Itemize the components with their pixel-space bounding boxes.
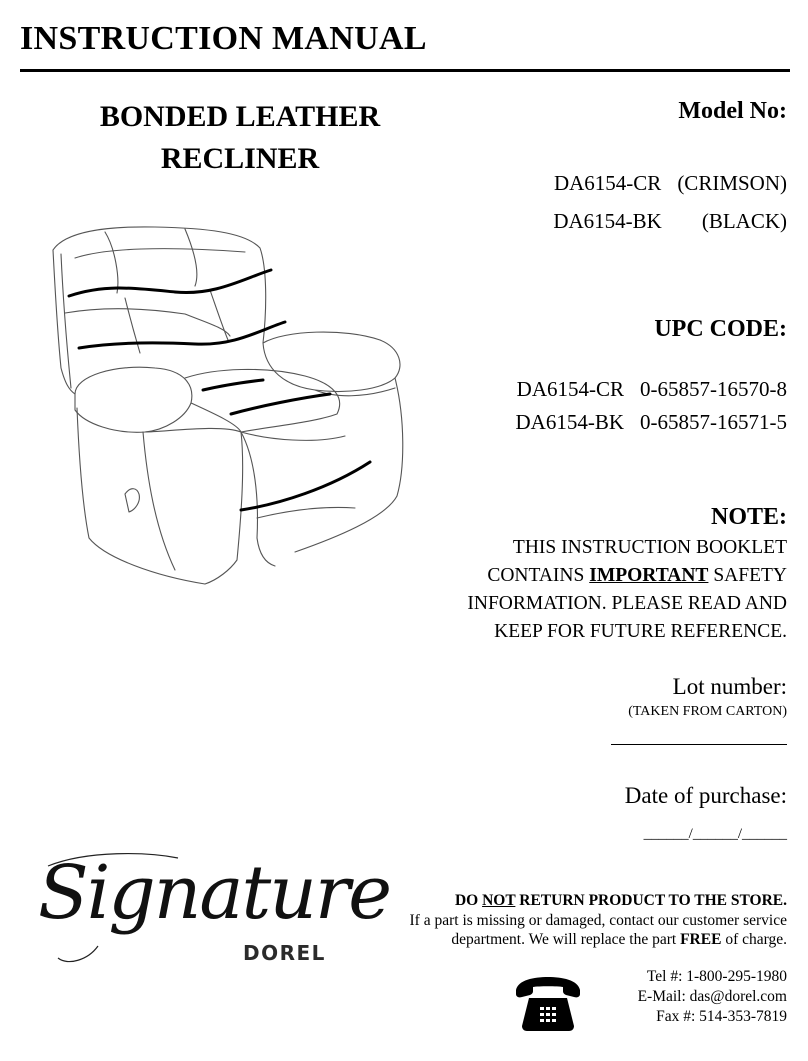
note-heading: NOTE: [710,504,787,530]
contact-phone: Tel #: 1-800-295-1980 [646,968,787,985]
note-line: THIS INSTRUCTION BOOKLET [512,537,787,558]
recliner-illustration [45,218,415,598]
return-notice-line: If a part is missing or damaged, contact our customer service [409,912,787,929]
product-name [60,96,420,180]
return-notice-line [451,931,787,949]
not-emphasis: NOT [482,892,516,909]
important-emphasis: IMPORTANT [589,565,709,586]
upc-model-code: DA6154-CR [516,377,625,401]
return-notice-heading [455,892,787,910]
model-color: (CRIMSON) [677,171,787,195]
free-emphasis: FREE [680,931,722,948]
return-text: RETURN PRODUCT TO THE STORE. [515,892,787,909]
note-text: SAFETY [708,565,787,586]
lot-number-sublabel: (TAKEN FROM CARTON) [628,704,787,719]
model-code: DA6154-BK [553,209,662,233]
lot-number-label: Lot number: [672,674,787,699]
model-code: DA6154-CR [553,171,662,195]
signature-logo-script: Signature [38,850,391,936]
title-divider [20,69,790,72]
upc-row [505,385,787,435]
note-line: KEEP FOR FUTURE REFERENCE. [494,621,787,642]
note-line [487,565,787,587]
product-name-line2: RECLINER [160,142,320,175]
dorel-logo-text: DOREL [243,941,326,965]
upc-number: 0-65857-16570-8 [640,377,787,401]
return-text: department. We will replace the part [451,931,681,948]
return-text: DO [454,892,483,909]
upc-heading: UPC CODE: [654,316,787,342]
upc-number: 0-65857-16571-5 [640,410,787,434]
contact-fax: Fax #: 514-353-7819 [656,1008,787,1025]
upc-model-code: DA6154-BK [515,410,625,434]
model-color: (BLACK) [701,209,787,233]
model-row [543,184,787,234]
model-heading: Model No: [678,98,787,124]
lot-number-blank [611,744,787,745]
purchase-date-blank: ______/______/______ [643,826,787,842]
telephone-icon [514,976,582,1032]
purchase-date-label: Date of purchase: [624,783,787,808]
note-text: CONTAINS [487,565,590,586]
return-text: of charge. [721,931,787,948]
contact-email: E-Mail: das@dorel.com [637,988,787,1005]
product-name-line1: BONDED LEATHER [99,100,381,133]
manual-title: INSTRUCTION MANUAL [20,20,427,57]
note-line: INFORMATION. PLEASE READ AND [467,593,787,614]
